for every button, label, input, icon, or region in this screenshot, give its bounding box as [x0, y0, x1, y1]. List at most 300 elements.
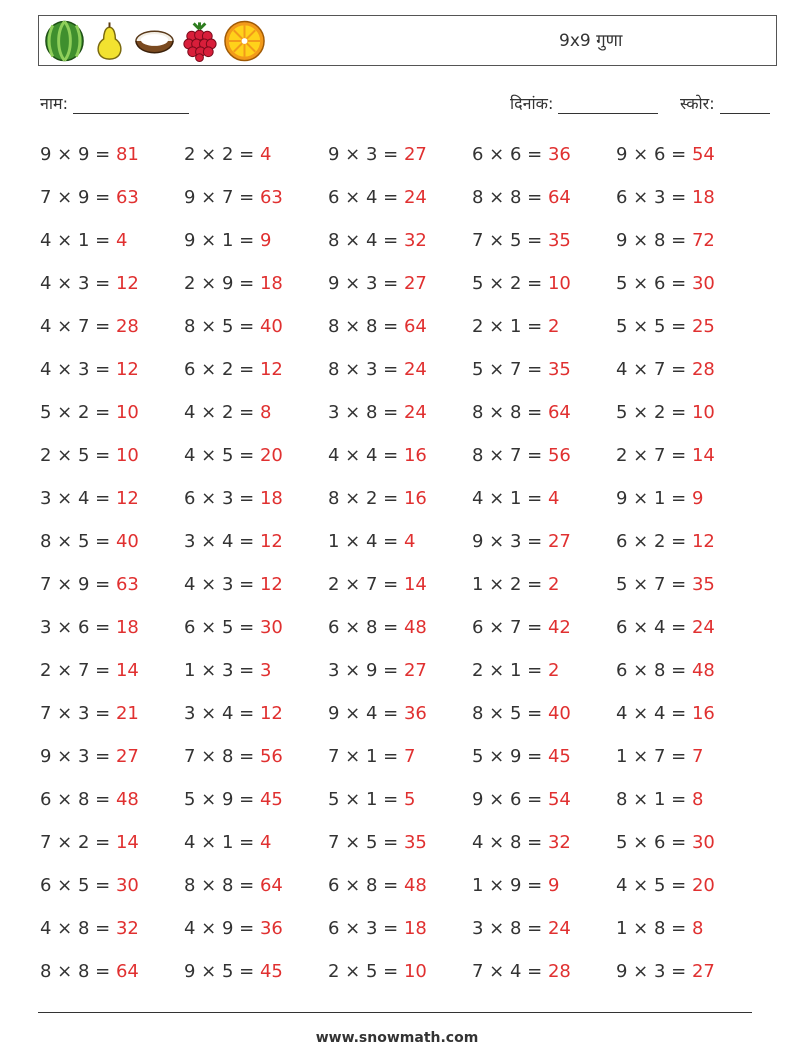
- problem-answer: 54: [547, 789, 571, 810]
- problem-cell: [472, 563, 616, 606]
- problem-answer: 30: [691, 273, 715, 294]
- problem-cell: [328, 391, 472, 434]
- problem-cell: [616, 520, 760, 563]
- problem-question: 2 × 9 =: [184, 273, 260, 294]
- problem-cell: [40, 563, 184, 606]
- problem-question: 6 × 7 =: [472, 617, 548, 638]
- problem-question: 2 × 5 =: [328, 961, 404, 982]
- problem-answer: 8: [691, 918, 704, 939]
- problem-cell: [40, 520, 184, 563]
- problem-cell: [328, 606, 472, 649]
- problem-question: 3 × 8 =: [328, 402, 404, 423]
- date-field[interactable]: [510, 92, 658, 114]
- problem-question: 5 × 9 =: [184, 789, 260, 810]
- problem-cell: [328, 348, 472, 391]
- problem-question: 6 × 3 =: [184, 488, 260, 509]
- problem-cell: [328, 176, 472, 219]
- problem-answer: 32: [403, 230, 427, 251]
- problem-cell: [40, 735, 184, 778]
- problem-answer: 18: [115, 617, 139, 638]
- problem-cell: [184, 735, 328, 778]
- problem-answer: 27: [403, 273, 427, 294]
- problem-cell: [616, 950, 760, 993]
- problem-question: 5 × 2 =: [40, 402, 116, 423]
- problem-answer: 35: [547, 359, 571, 380]
- date-line[interactable]: [558, 95, 658, 114]
- problem-question: 4 × 1 =: [184, 832, 260, 853]
- problem-cell: [184, 176, 328, 219]
- pear-icon: [88, 19, 131, 63]
- problem-answer: 16: [691, 703, 715, 724]
- problem-question: 2 × 1 =: [472, 660, 548, 681]
- problem-answer: 4: [259, 144, 272, 165]
- problem-question: 8 × 5 =: [472, 703, 548, 724]
- problem-answer: 24: [403, 187, 427, 208]
- problem-cell: [472, 735, 616, 778]
- problem-question: 5 × 2 =: [616, 402, 692, 423]
- problem-question: 4 × 1 =: [472, 488, 548, 509]
- problem-cell: [184, 520, 328, 563]
- problem-cell: [184, 262, 328, 305]
- problem-question: 9 × 5 =: [184, 961, 260, 982]
- problem-answer: 35: [403, 832, 427, 853]
- problem-answer: 32: [547, 832, 571, 853]
- problem-cell: [472, 821, 616, 864]
- problem-answer: 30: [259, 617, 283, 638]
- orange-icon: [223, 19, 266, 63]
- problem-answer: 16: [403, 488, 427, 509]
- problem-cell: [472, 864, 616, 907]
- problem-answer: 72: [691, 230, 715, 251]
- problem-question: 8 × 8 =: [40, 961, 116, 982]
- problem-cell: [616, 176, 760, 219]
- problem-cell: [40, 821, 184, 864]
- problem-cell: [184, 649, 328, 692]
- problem-answer: 35: [547, 230, 571, 251]
- problem-answer: 10: [547, 273, 571, 294]
- problem-question: 8 × 8 =: [472, 402, 548, 423]
- problem-cell: [328, 778, 472, 821]
- problem-question: 1 × 9 =: [472, 875, 548, 896]
- problem-cell: [328, 133, 472, 176]
- problem-answer: 28: [115, 316, 139, 337]
- problem-answer: 30: [691, 832, 715, 853]
- problem-answer: 5: [403, 789, 416, 810]
- problem-answer: 27: [403, 660, 427, 681]
- problem-question: 9 × 6 =: [472, 789, 548, 810]
- problem-question: 8 × 1 =: [616, 789, 692, 810]
- problem-question: 7 × 9 =: [40, 574, 116, 595]
- problem-cell: [472, 133, 616, 176]
- problem-question: 9 × 3 =: [472, 531, 548, 552]
- problem-answer: 18: [403, 918, 427, 939]
- problem-cell: [472, 391, 616, 434]
- problem-answer: 28: [547, 961, 571, 982]
- problem-answer: 18: [691, 187, 715, 208]
- problem-cell: [40, 262, 184, 305]
- problem-cell: [328, 821, 472, 864]
- footer-website: www.snowmath.com: [315, 1030, 479, 1046]
- problem-cell: [616, 735, 760, 778]
- problem-question: 9 × 8 =: [616, 230, 692, 251]
- problem-answer: 36: [259, 918, 283, 939]
- problem-answer: 27: [691, 961, 715, 982]
- problem-cell: [328, 950, 472, 993]
- problem-grid: [40, 133, 760, 993]
- problem-cell: [40, 434, 184, 477]
- problem-cell: [472, 692, 616, 735]
- problem-answer: 20: [691, 875, 715, 896]
- problem-question: 6 × 3 =: [328, 918, 404, 939]
- problem-answer: 45: [547, 746, 571, 767]
- problem-question: 5 × 1 =: [328, 789, 404, 810]
- problem-answer: 24: [403, 402, 427, 423]
- problem-answer: 24: [691, 617, 715, 638]
- problem-question: 3 × 8 =: [472, 918, 548, 939]
- problem-question: 6 × 6 =: [472, 144, 548, 165]
- problem-answer: 63: [115, 574, 139, 595]
- problem-cell: [184, 305, 328, 348]
- problem-answer: 12: [259, 703, 283, 724]
- problem-question: 8 × 3 =: [328, 359, 404, 380]
- problem-cell: [184, 778, 328, 821]
- problem-answer: 25: [691, 316, 715, 337]
- problem-question: 2 × 1 =: [472, 316, 548, 337]
- problem-cell: [328, 305, 472, 348]
- problem-answer: 14: [691, 445, 715, 466]
- problem-cell: [616, 434, 760, 477]
- problem-answer: 48: [403, 875, 427, 896]
- problem-question: 4 × 4 =: [616, 703, 692, 724]
- score-line[interactable]: [720, 95, 770, 114]
- problem-question: 4 × 8 =: [40, 918, 116, 939]
- score-label: स्कोर:: [680, 94, 715, 113]
- problem-answer: 10: [115, 445, 139, 466]
- problem-cell: [328, 864, 472, 907]
- problem-cell: [472, 520, 616, 563]
- problem-cell: [616, 649, 760, 692]
- problem-cell: [40, 176, 184, 219]
- problem-cell: [40, 864, 184, 907]
- problem-cell: [472, 606, 616, 649]
- problem-question: 7 × 1 =: [328, 746, 404, 767]
- problem-answer: 48: [691, 660, 715, 681]
- problem-answer: 16: [403, 445, 427, 466]
- problem-cell: [40, 649, 184, 692]
- problem-question: 7 × 8 =: [184, 746, 260, 767]
- problem-question: 9 × 6 =: [616, 144, 692, 165]
- problem-cell: [184, 563, 328, 606]
- problem-cell: [616, 305, 760, 348]
- problem-question: 6 × 8 =: [616, 660, 692, 681]
- problem-answer: 14: [115, 832, 139, 853]
- problem-question: 4 × 1 =: [40, 230, 116, 251]
- problem-question: 7 × 2 =: [40, 832, 116, 853]
- header-box: [38, 15, 777, 66]
- problem-cell: [40, 778, 184, 821]
- problem-question: 9 × 4 =: [328, 703, 404, 724]
- problem-question: 9 × 1 =: [616, 488, 692, 509]
- problem-cell: [184, 864, 328, 907]
- problem-cell: [616, 348, 760, 391]
- problem-answer: 64: [259, 875, 283, 896]
- problem-question: 1 × 8 =: [616, 918, 692, 939]
- problem-question: 8 × 8 =: [184, 875, 260, 896]
- problem-answer: 9: [259, 230, 272, 251]
- problem-question: 1 × 4 =: [328, 531, 404, 552]
- problem-question: 5 × 9 =: [472, 746, 548, 767]
- problem-question: 2 × 7 =: [40, 660, 116, 681]
- problem-answer: 40: [115, 531, 139, 552]
- problem-answer: 54: [691, 144, 715, 165]
- problem-answer: 12: [259, 531, 283, 552]
- problem-answer: 36: [547, 144, 571, 165]
- problem-cell: [184, 907, 328, 950]
- problem-cell: [328, 477, 472, 520]
- problem-question: 5 × 7 =: [472, 359, 548, 380]
- problem-cell: [472, 950, 616, 993]
- problem-cell: [472, 176, 616, 219]
- problem-question: 4 × 8 =: [472, 832, 548, 853]
- problem-cell: [328, 219, 472, 262]
- problem-question: 1 × 3 =: [184, 660, 260, 681]
- worksheet-title: 9x9 गुणा: [559, 31, 623, 51]
- info-row: [40, 92, 770, 116]
- problem-question: 4 × 7 =: [40, 316, 116, 337]
- problem-cell: [40, 219, 184, 262]
- raspberry-icon: [178, 19, 221, 63]
- problem-cell: [40, 133, 184, 176]
- problem-answer: 56: [547, 445, 571, 466]
- problem-question: 8 × 5 =: [40, 531, 116, 552]
- problem-answer: 21: [115, 703, 139, 724]
- problem-answer: 7: [691, 746, 704, 767]
- problem-question: 4 × 4 =: [328, 445, 404, 466]
- problem-cell: [40, 950, 184, 993]
- problem-question: 7 × 4 =: [472, 961, 548, 982]
- problem-answer: 12: [115, 273, 139, 294]
- problem-cell: [184, 219, 328, 262]
- problem-question: 6 × 5 =: [40, 875, 116, 896]
- problem-answer: 20: [259, 445, 283, 466]
- problem-answer: 9: [691, 488, 704, 509]
- name-line[interactable]: [73, 95, 189, 114]
- problem-question: 9 × 3 =: [40, 746, 116, 767]
- problem-question: 8 × 8 =: [472, 187, 548, 208]
- problem-cell: [616, 133, 760, 176]
- problem-answer: 12: [115, 488, 139, 509]
- problem-answer: 28: [691, 359, 715, 380]
- fruit-icons: [43, 19, 266, 63]
- problem-answer: 4: [547, 488, 560, 509]
- problem-question: 6 × 3 =: [616, 187, 692, 208]
- problem-cell: [328, 735, 472, 778]
- problem-question: 6 × 2 =: [616, 531, 692, 552]
- problem-answer: 18: [259, 488, 283, 509]
- problem-answer: 2: [547, 316, 560, 337]
- problem-answer: 14: [115, 660, 139, 681]
- problem-cell: [616, 692, 760, 735]
- problem-cell: [616, 219, 760, 262]
- problem-cell: [616, 606, 760, 649]
- problem-question: 9 × 1 =: [184, 230, 260, 251]
- problem-answer: 64: [547, 187, 571, 208]
- problem-answer: 8: [259, 402, 272, 423]
- problem-answer: 64: [115, 961, 139, 982]
- problem-cell: [40, 606, 184, 649]
- problem-question: 6 × 4 =: [616, 617, 692, 638]
- problem-cell: [40, 477, 184, 520]
- problem-question: 8 × 8 =: [328, 316, 404, 337]
- problem-cell: [40, 348, 184, 391]
- problem-answer: 30: [115, 875, 139, 896]
- problem-answer: 14: [403, 574, 427, 595]
- problem-question: 3 × 4 =: [40, 488, 116, 509]
- problem-cell: [472, 348, 616, 391]
- problem-cell: [616, 821, 760, 864]
- problem-cell: [472, 305, 616, 348]
- problem-answer: 35: [691, 574, 715, 595]
- problem-answer: 48: [115, 789, 139, 810]
- problem-cell: [184, 348, 328, 391]
- problem-question: 5 × 6 =: [616, 832, 692, 853]
- problem-answer: 12: [259, 359, 283, 380]
- problem-question: 4 × 3 =: [40, 273, 116, 294]
- problem-question: 9 × 7 =: [184, 187, 260, 208]
- problem-question: 3 × 4 =: [184, 703, 260, 724]
- problem-answer: 36: [403, 703, 427, 724]
- problem-cell: [616, 778, 760, 821]
- problem-cell: [472, 649, 616, 692]
- problem-cell: [328, 262, 472, 305]
- problem-answer: 12: [691, 531, 715, 552]
- problem-answer: 4: [115, 230, 128, 251]
- problem-cell: [472, 262, 616, 305]
- problem-cell: [40, 692, 184, 735]
- problem-question: 5 × 7 =: [616, 574, 692, 595]
- problem-cell: [328, 692, 472, 735]
- problem-answer: 63: [115, 187, 139, 208]
- problem-cell: [328, 907, 472, 950]
- problem-question: 6 × 2 =: [184, 359, 260, 380]
- problem-question: 6 × 8 =: [328, 617, 404, 638]
- problem-question: 7 × 3 =: [40, 703, 116, 724]
- problem-cell: [184, 606, 328, 649]
- problem-answer: 2: [547, 574, 560, 595]
- problem-question: 9 × 9 =: [40, 144, 116, 165]
- problem-cell: [616, 864, 760, 907]
- problem-answer: 48: [403, 617, 427, 638]
- problem-cell: [472, 219, 616, 262]
- problem-cell: [328, 563, 472, 606]
- problem-answer: 2: [547, 660, 560, 681]
- problem-question: 5 × 2 =: [472, 273, 548, 294]
- problem-answer: 4: [259, 832, 272, 853]
- problem-question: 6 × 8 =: [40, 789, 116, 810]
- problem-question: 2 × 5 =: [40, 445, 116, 466]
- problem-question: 4 × 7 =: [616, 359, 692, 380]
- problem-cell: [616, 477, 760, 520]
- problem-question: 4 × 5 =: [184, 445, 260, 466]
- problem-question: 4 × 2 =: [184, 402, 260, 423]
- problem-cell: [184, 950, 328, 993]
- problem-answer: 32: [115, 918, 139, 939]
- problem-cell: [616, 262, 760, 305]
- problem-question: 1 × 2 =: [472, 574, 548, 595]
- problem-cell: [328, 434, 472, 477]
- problem-answer: 64: [403, 316, 427, 337]
- problem-cell: [184, 434, 328, 477]
- problem-question: 9 × 3 =: [616, 961, 692, 982]
- coconut-icon: [133, 19, 176, 63]
- problem-answer: 27: [115, 746, 139, 767]
- problem-question: 7 × 9 =: [40, 187, 116, 208]
- problem-answer: 63: [259, 187, 283, 208]
- problem-question: 7 × 5 =: [328, 832, 404, 853]
- score-field[interactable]: [680, 92, 770, 114]
- problem-answer: 45: [259, 789, 283, 810]
- problem-answer: 9: [547, 875, 560, 896]
- problem-cell: [472, 434, 616, 477]
- problem-question: 1 × 7 =: [616, 746, 692, 767]
- problem-answer: 18: [259, 273, 283, 294]
- problem-question: 3 × 4 =: [184, 531, 260, 552]
- problem-question: 5 × 6 =: [616, 273, 692, 294]
- date-label: दिनांक:: [510, 94, 554, 113]
- problem-question: 8 × 2 =: [328, 488, 404, 509]
- problem-cell: [616, 907, 760, 950]
- problem-question: 4 × 9 =: [184, 918, 260, 939]
- problem-answer: 12: [115, 359, 139, 380]
- watermelon-icon: [43, 19, 86, 63]
- problem-cell: [616, 391, 760, 434]
- problem-answer: 45: [259, 961, 283, 982]
- problem-question: 4 × 3 =: [40, 359, 116, 380]
- problem-answer: 42: [547, 617, 571, 638]
- problem-answer: 12: [259, 574, 283, 595]
- problem-question: 4 × 5 =: [616, 875, 692, 896]
- problem-answer: 10: [691, 402, 715, 423]
- problem-answer: 10: [403, 961, 427, 982]
- problem-question: 5 × 5 =: [616, 316, 692, 337]
- problem-cell: [472, 778, 616, 821]
- problem-cell: [472, 907, 616, 950]
- problem-question: 6 × 4 =: [328, 187, 404, 208]
- problem-question: 4 × 3 =: [184, 574, 260, 595]
- problem-answer: 10: [115, 402, 139, 423]
- problem-question: 8 × 5 =: [184, 316, 260, 337]
- name-label: नाम:: [40, 94, 68, 113]
- problem-answer: 40: [547, 703, 571, 724]
- problem-answer: 3: [259, 660, 272, 681]
- problem-question: 2 × 7 =: [328, 574, 404, 595]
- problem-cell: [184, 692, 328, 735]
- problem-answer: 40: [259, 316, 283, 337]
- problem-cell: [184, 821, 328, 864]
- problem-question: 2 × 7 =: [616, 445, 692, 466]
- problem-cell: [184, 391, 328, 434]
- problem-cell: [40, 907, 184, 950]
- problem-cell: [184, 133, 328, 176]
- problem-question: 7 × 5 =: [472, 230, 548, 251]
- problem-cell: [328, 649, 472, 692]
- name-field[interactable]: [40, 92, 189, 114]
- problem-answer: 27: [547, 531, 571, 552]
- problem-cell: [328, 520, 472, 563]
- problem-question: 9 × 3 =: [328, 273, 404, 294]
- problem-cell: [40, 391, 184, 434]
- problem-answer: 7: [403, 746, 416, 767]
